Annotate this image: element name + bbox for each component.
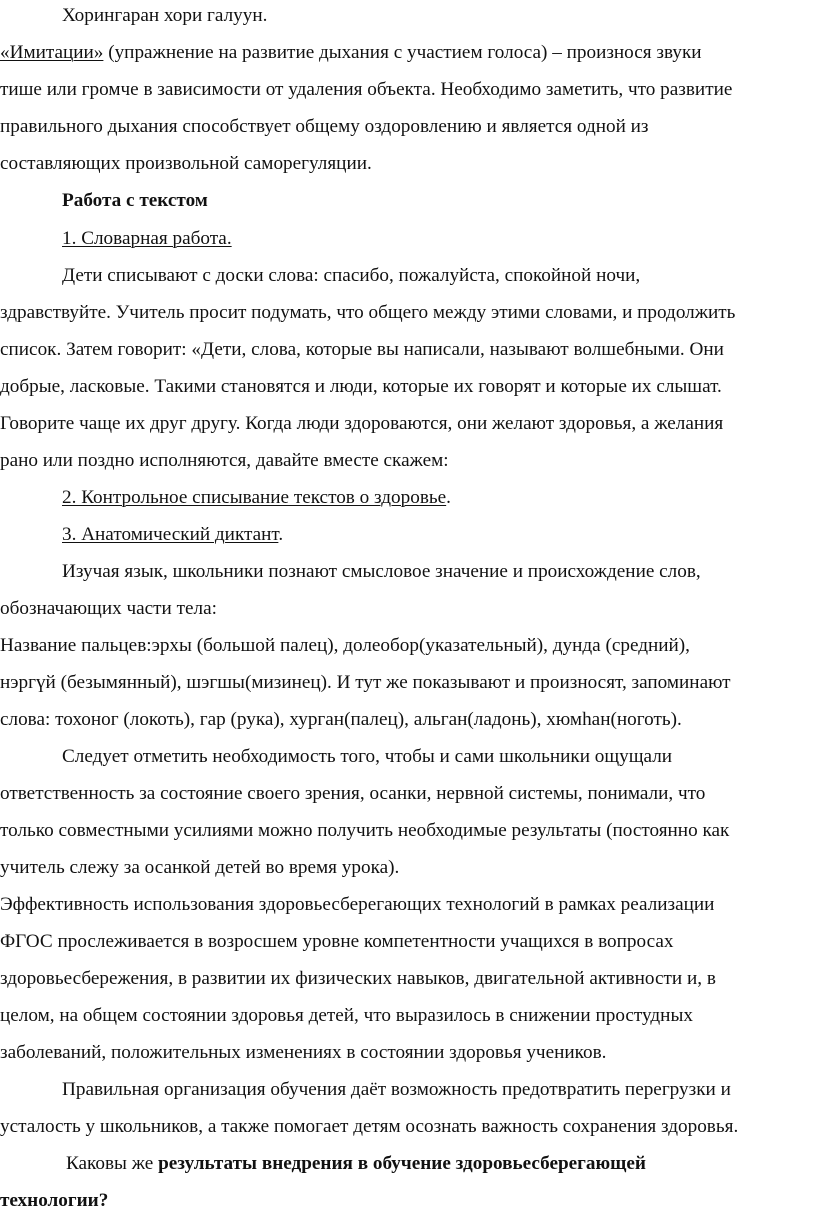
text-line: ответственность за состояние своего зрения, осанки, нервной системы, понимали, что	[0, 783, 706, 804]
text-line: тише или громче в зависимости от удаления объекта. Необходимо заметить, что развитие	[0, 79, 733, 100]
text-line: рано или поздно исполняются, давайте вместе скажем:	[0, 450, 449, 471]
text-line: слова: тохоног (локоть), гар (рука), хурган(палец), альган(ладонь), хюмһан(ноготь).	[0, 709, 682, 730]
text-line: список. Затем говорит: «Дети, слова, которые вы написали, называют волшебными. Они	[0, 339, 724, 360]
text-line: правильного дыхания способствует общему оздоровлению и является одной из	[0, 116, 649, 137]
text-line: усталость у школьников, а также помогает детям осознать важность сохранения здоровья.	[0, 1116, 739, 1137]
text-line: «Имитации» (упражнение на развитие дыхания с участием голоса) – произнося звуки	[0, 42, 702, 63]
text-line: Название пальцев:эрхы (большой палец), долеобор(указательный), дунда (средний),	[0, 635, 690, 656]
text-line: Правильная организация обучения даёт возможность предотвратить перегрузки и	[62, 1079, 731, 1100]
text-line: добрые, ласковые. Такими становятся и люди, которые их говорят и которые их слышат.	[0, 376, 722, 397]
text-line: Дети списывают с доски слова: спасибо, пожалуйста, спокойной ночи,	[62, 265, 641, 286]
list-item-1: 1. Словарная работа.	[62, 228, 232, 249]
text-line: обозначающих части тела:	[0, 598, 217, 619]
text-line: здоровьесбережения, в развитии их физических навыков, двигательной активности и, в	[0, 968, 716, 989]
text-line: только совместными усилиями можно получить необходимые результаты (постоянно как	[0, 820, 730, 841]
list-item-3: 3. Анатомический диктант.	[62, 524, 284, 545]
text-line: учитель слежу за осанкой детей во время урока).	[0, 857, 400, 878]
section-heading: Работа с текстом	[62, 190, 208, 211]
list-item-2: 2. Контрольное списывание текстов о здоровье.	[62, 487, 451, 508]
imitation-term: «Имитации»	[0, 42, 104, 63]
text-line: составляющих произвольной саморегуляции.	[0, 153, 372, 174]
text-line: Хорингаран хори галуун.	[62, 5, 268, 26]
question-line: технологии?	[0, 1190, 109, 1211]
text-line: целом, на общем состоянии здоровья детей, что выразилось в снижении простудных	[0, 1005, 693, 1026]
text-line: нэргүй (безымянный), шэгшы(мизинец). И тут же показывают и произносят, запоминают	[0, 672, 731, 693]
text-line: Говорите чаще их друг другу. Когда люди здороваются, они желают здоровья, а желания	[0, 413, 724, 434]
text-line: Следует отметить необходимость того, чтобы и сами школьники ощущали	[62, 746, 673, 767]
text-line: заболеваний, положительных изменениях в состоянии здоровья учеников.	[0, 1042, 607, 1063]
question-line: Каковы же результаты внедрения в обучение здоровьесберегающей	[66, 1153, 646, 1174]
text-line: Изучая язык, школьники познают смысловое значение и происхождение слов,	[62, 561, 701, 582]
text-line: Эффективность использования здоровьесберегающих технологий в рамках реализации	[0, 894, 715, 915]
text-line: здравствуйте. Учитель просит подумать, что общего между этими словами, и продолжить	[0, 302, 736, 323]
text-line: ФГОС прослеживается в возросшем уровне компетентности учащихся в вопросах	[0, 931, 674, 952]
